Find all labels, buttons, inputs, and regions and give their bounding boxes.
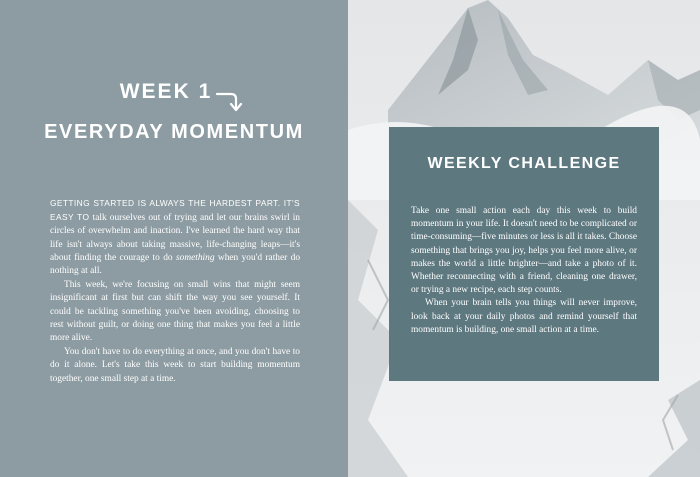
intro-lead: GETTING STARTED IS ALWAYS THE HARDEST PART. IT'S EASY TO bbox=[50, 198, 300, 223]
challenge-paragraph-2: When your brain tells you things will never improve, look back at your daily photos and remind yourself that momentum is building, one small action at a time. bbox=[411, 298, 637, 335]
intro-paragraph bbox=[50, 197, 300, 278]
week-label: WEEK 1 bbox=[119, 80, 213, 103]
challenge-paragraph-1: Take one small action each day this week to build momentum in your life. It doesn't need to be complicated or time-consuming—five minutes or less is all it takes. Choose something that brings you joy, helps you feel more alive, or makes the world a little brighter—and take a photo of it. Whether reconnecting with a friend, cleaning one drawer, or trying a new recipe, each step counts. bbox=[411, 206, 637, 296]
challenge-text bbox=[411, 205, 637, 337]
paragraph-3: You don't have to do everything at once, and you don't have to do it alone. Let's take this week to start building momentum together, one small step at a time. bbox=[50, 347, 300, 384]
curved-arrow-down-icon bbox=[215, 86, 249, 114]
intro-text: talk ourselves out of trying and let our brains swirl in circles of overwhelm and inaction. I've learned the hard way that life isn't always about taking massive, life-changing leaps—it's about finding the courage to do bbox=[50, 213, 300, 263]
weekly-challenge-box bbox=[389, 127, 659, 381]
intro-text-end: when you'd rather do nothing at all. bbox=[50, 252, 301, 277]
challenge-title: WEEKLY CHALLENGE bbox=[427, 155, 621, 172]
left-page bbox=[0, 0, 348, 477]
intro-emphasis: something bbox=[175, 252, 215, 263]
chapter-title: EVERYDAY MOMENTUM bbox=[44, 121, 304, 143]
body-text bbox=[50, 197, 300, 386]
paragraph-2: This week, we're focusing on small wins that might seem insignificant at first but can shift the way you see yourself. It could be tackling something you've been avoiding, choosing to rest without guilt, or doing one thing that makes you feel a little more alive. bbox=[50, 280, 300, 344]
week-heading bbox=[0, 80, 348, 104]
